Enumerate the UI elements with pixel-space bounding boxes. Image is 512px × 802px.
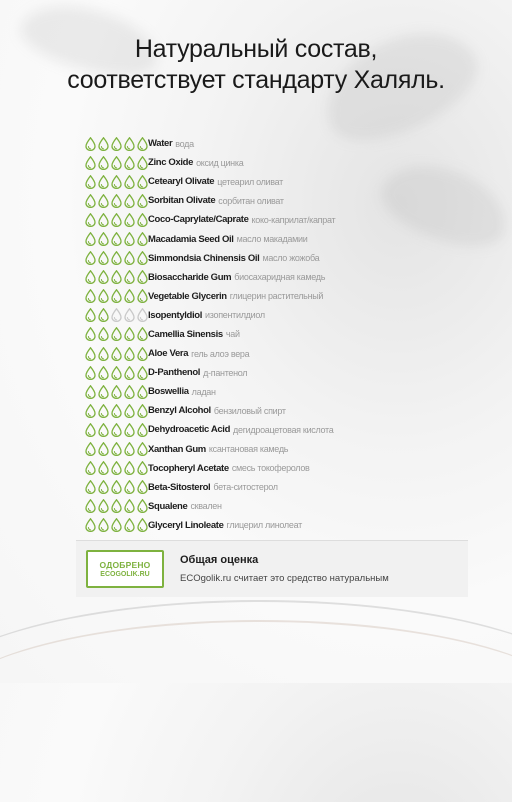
ingredient-name: Macadamia Seed Oil: [148, 233, 234, 245]
drop-filled-icon: [110, 423, 122, 437]
ingredient-row: [84, 229, 504, 248]
drop-filled-icon: [123, 480, 135, 494]
rating-drops: [84, 232, 148, 246]
ingredient-row: [84, 478, 504, 497]
ingredient-row: [84, 268, 504, 287]
drop-filled-icon: [136, 442, 148, 456]
drop-filled-icon: [110, 366, 122, 380]
drop-empty-icon: [136, 308, 148, 322]
drop-filled-icon: [97, 213, 109, 227]
rating-drops: [84, 442, 148, 456]
drop-filled-icon: [123, 289, 135, 303]
rating-drops: [84, 404, 148, 418]
ingredient-name: Beta-Sitosterol: [148, 481, 211, 493]
drop-filled-icon: [110, 137, 122, 151]
drop-filled-icon: [110, 194, 122, 208]
ingredient-name: Simmondsia Chinensis Oil: [148, 252, 260, 264]
drop-filled-icon: [123, 251, 135, 265]
rating-drops: [84, 270, 148, 284]
drop-filled-icon: [84, 194, 96, 208]
rating-drops: [84, 308, 148, 322]
drop-filled-icon: [110, 175, 122, 189]
ingredient-translation: бета-ситостерол: [213, 482, 278, 493]
ingredient-translation: д-пантенол: [203, 367, 248, 378]
ingredient-row: [84, 325, 504, 344]
verdict-heading: Общая оценка: [180, 554, 259, 566]
ingredient-row: [84, 153, 504, 172]
ingredient-row: [84, 191, 504, 210]
ingredient-translation: чай: [225, 329, 240, 340]
drop-filled-icon: [84, 289, 96, 303]
drop-filled-icon: [110, 442, 122, 456]
rating-drops: [84, 213, 148, 227]
drop-filled-icon: [123, 347, 135, 361]
ingredient-translation: гель алоэ вера: [191, 348, 250, 359]
drop-filled-icon: [136, 480, 148, 494]
drop-filled-icon: [110, 461, 122, 475]
drop-filled-icon: [97, 499, 109, 513]
ingredient-translation: сорбитан оливат: [218, 195, 284, 206]
rating-drops: [84, 175, 148, 189]
ingredient-translation: бензиловый спирт: [213, 405, 286, 416]
drop-filled-icon: [110, 518, 122, 532]
drop-filled-icon: [97, 347, 109, 361]
ingredient-row: [84, 382, 504, 401]
drop-filled-icon: [97, 423, 109, 437]
drop-filled-icon: [123, 156, 135, 170]
drop-filled-icon: [110, 289, 122, 303]
ingredient-row: [84, 134, 504, 153]
verdict-text: ECOgolik.ru считает это средство натуральным: [180, 573, 389, 584]
stamp-line-1: ОДОБРЕНО: [99, 559, 151, 570]
drop-filled-icon: [123, 366, 135, 380]
ingredient-name: D-Panthenol: [148, 367, 201, 379]
rating-drops: [84, 480, 148, 494]
drop-filled-icon: [110, 404, 122, 418]
drop-filled-icon: [84, 175, 96, 189]
drop-filled-icon: [110, 251, 122, 265]
drop-filled-icon: [97, 137, 109, 151]
drop-filled-icon: [110, 347, 122, 361]
ingredient-row: [84, 344, 504, 363]
ingredient-translation: коко-каприлат/капрат: [251, 214, 336, 225]
drop-filled-icon: [97, 308, 109, 322]
ingredient-row: [84, 172, 504, 191]
drop-filled-icon: [123, 137, 135, 151]
drop-filled-icon: [84, 232, 96, 246]
ingredient-row: [84, 249, 504, 268]
rating-drops: [84, 366, 148, 380]
drop-filled-icon: [123, 461, 135, 475]
drop-filled-icon: [84, 156, 96, 170]
drop-filled-icon: [97, 175, 109, 189]
rating-drops: [84, 327, 148, 341]
rating-drops: [84, 156, 148, 170]
drop-filled-icon: [123, 232, 135, 246]
rating-drops: [84, 461, 148, 475]
drop-filled-icon: [123, 385, 135, 399]
drop-filled-icon: [110, 385, 122, 399]
ingredient-translation: масло макадамии: [236, 234, 308, 245]
drop-filled-icon: [84, 137, 96, 151]
drop-filled-icon: [136, 194, 148, 208]
drop-filled-icon: [97, 289, 109, 303]
drop-filled-icon: [97, 270, 109, 284]
ingredient-name: Xanthan Gum: [148, 443, 206, 455]
drop-filled-icon: [136, 499, 148, 513]
drop-filled-icon: [84, 518, 96, 532]
drop-filled-icon: [123, 499, 135, 513]
ingredient-translation: биосахаридная камедь: [234, 272, 326, 283]
drop-filled-icon: [110, 213, 122, 227]
ingredient-list: [84, 134, 504, 535]
ingredient-row: [84, 363, 504, 382]
ingredient-row: [84, 420, 504, 439]
rating-summary: [76, 540, 468, 597]
drop-filled-icon: [84, 404, 96, 418]
drop-filled-icon: [97, 232, 109, 246]
drop-filled-icon: [123, 327, 135, 341]
ingredient-translation: глицерин растительный: [229, 291, 324, 302]
drop-filled-icon: [84, 308, 96, 322]
ingredient-name: Vegetable Glycerin: [148, 290, 227, 302]
rating-drops: [84, 137, 148, 151]
drop-filled-icon: [136, 232, 148, 246]
ingredient-translation: глицерил линолеат: [226, 520, 302, 531]
ingredient-name: Glyceryl Linoleate: [148, 519, 224, 531]
drop-filled-icon: [136, 461, 148, 475]
drop-filled-icon: [136, 423, 148, 437]
ingredient-translation: дегидроацетовая кислота: [233, 424, 334, 435]
ingredient-row: [84, 459, 504, 478]
drop-filled-icon: [97, 461, 109, 475]
drop-filled-icon: [136, 366, 148, 380]
drop-filled-icon: [136, 404, 148, 418]
ingredient-translation: масло жожоба: [262, 253, 320, 264]
drop-filled-icon: [97, 385, 109, 399]
drop-filled-icon: [84, 461, 96, 475]
ingredient-row: [84, 306, 504, 325]
rating-drops: [84, 518, 148, 532]
drop-filled-icon: [136, 289, 148, 303]
drop-filled-icon: [84, 442, 96, 456]
rating-drops: [84, 423, 148, 437]
ingredient-translation: смесь токоферолов: [231, 463, 310, 474]
drop-filled-icon: [136, 175, 148, 189]
rating-drops: [84, 347, 148, 361]
ingredient-row: [84, 210, 504, 229]
page-title: [0, 34, 512, 96]
ingredient-translation: изопентилдиол: [205, 310, 265, 321]
ingredient-translation: ладан: [191, 386, 216, 397]
ingredient-name: Camellia Sinensis: [148, 328, 223, 340]
ingredient-name: Isopentyldiol: [148, 309, 203, 321]
drop-filled-icon: [136, 156, 148, 170]
ingredient-translation: цетеарил оливат: [217, 176, 283, 187]
drop-filled-icon: [84, 366, 96, 380]
stamp-line-2: ECOGOLIK.RU: [100, 570, 150, 578]
verdict: [180, 554, 389, 584]
drop-filled-icon: [123, 194, 135, 208]
ingredient-name: Zinc Oxide: [148, 157, 194, 169]
ingredient-name: Sorbitan Olivate: [148, 195, 216, 207]
ingredient-row: [84, 401, 504, 420]
drop-filled-icon: [123, 423, 135, 437]
ingredient-name: Boswellia: [148, 386, 189, 398]
drop-filled-icon: [110, 327, 122, 341]
ingredient-row: [84, 516, 504, 535]
drop-filled-icon: [97, 404, 109, 418]
ingredient-translation: вода: [175, 138, 194, 149]
rating-drops: [84, 251, 148, 265]
rating-drops: [84, 385, 148, 399]
ingredient-name: Water: [148, 138, 173, 150]
drop-empty-icon: [123, 308, 135, 322]
drop-filled-icon: [110, 480, 122, 494]
drop-filled-icon: [136, 213, 148, 227]
drop-filled-icon: [84, 251, 96, 265]
ingredient-name: Coco-Caprylate/Caprate: [148, 214, 249, 226]
drop-filled-icon: [97, 366, 109, 380]
ingredient-translation: сквален: [190, 501, 222, 512]
ingredient-name: Benzyl Alcohol: [148, 405, 211, 417]
drop-filled-icon: [84, 480, 96, 494]
ingredient-name: Aloe Vera: [148, 348, 189, 360]
drop-filled-icon: [97, 327, 109, 341]
drop-filled-icon: [84, 499, 96, 513]
drop-filled-icon: [84, 347, 96, 361]
drop-filled-icon: [110, 156, 122, 170]
drop-filled-icon: [84, 327, 96, 341]
background-arc: [0, 620, 512, 802]
rating-drops: [84, 194, 148, 208]
drop-filled-icon: [136, 270, 148, 284]
ingredient-row: [84, 440, 504, 459]
drop-filled-icon: [84, 270, 96, 284]
drop-filled-icon: [123, 270, 135, 284]
rating-drops: [84, 289, 148, 303]
drop-filled-icon: [97, 194, 109, 208]
drop-filled-icon: [123, 175, 135, 189]
ingredient-translation: ксантановая камедь: [208, 444, 289, 455]
ingredient-name: Biosaccharide Gum: [148, 271, 232, 283]
drop-filled-icon: [123, 213, 135, 227]
title-line-1: Натуральный состав,: [134, 35, 378, 63]
drop-filled-icon: [84, 213, 96, 227]
approval-stamp: [86, 550, 164, 588]
drop-filled-icon: [110, 499, 122, 513]
drop-filled-icon: [136, 518, 148, 532]
drop-filled-icon: [136, 347, 148, 361]
drop-filled-icon: [97, 518, 109, 532]
ingredient-name: Squalene: [148, 500, 188, 512]
ingredient-row: [84, 497, 504, 516]
drop-filled-icon: [97, 251, 109, 265]
ingredient-translation: оксид цинка: [196, 157, 244, 168]
drop-filled-icon: [136, 385, 148, 399]
drop-filled-icon: [136, 251, 148, 265]
drop-filled-icon: [123, 442, 135, 456]
title-line-2: соответствует стандарту Халяль.: [67, 66, 445, 94]
drop-filled-icon: [136, 327, 148, 341]
ingredient-row: [84, 287, 504, 306]
drop-filled-icon: [97, 480, 109, 494]
drop-filled-icon: [123, 518, 135, 532]
ingredient-name: Tocopheryl Acetate: [148, 462, 229, 474]
drop-filled-icon: [110, 232, 122, 246]
drop-filled-icon: [84, 423, 96, 437]
drop-filled-icon: [110, 270, 122, 284]
rating-drops: [84, 499, 148, 513]
drop-filled-icon: [136, 137, 148, 151]
ingredient-name: Dehydroacetic Acid: [148, 424, 231, 436]
drop-empty-icon: [110, 308, 122, 322]
ingredient-name: Cetearyl Olivate: [148, 176, 215, 188]
drop-filled-icon: [84, 385, 96, 399]
drop-filled-icon: [123, 404, 135, 418]
drop-filled-icon: [97, 156, 109, 170]
drop-filled-icon: [97, 442, 109, 456]
